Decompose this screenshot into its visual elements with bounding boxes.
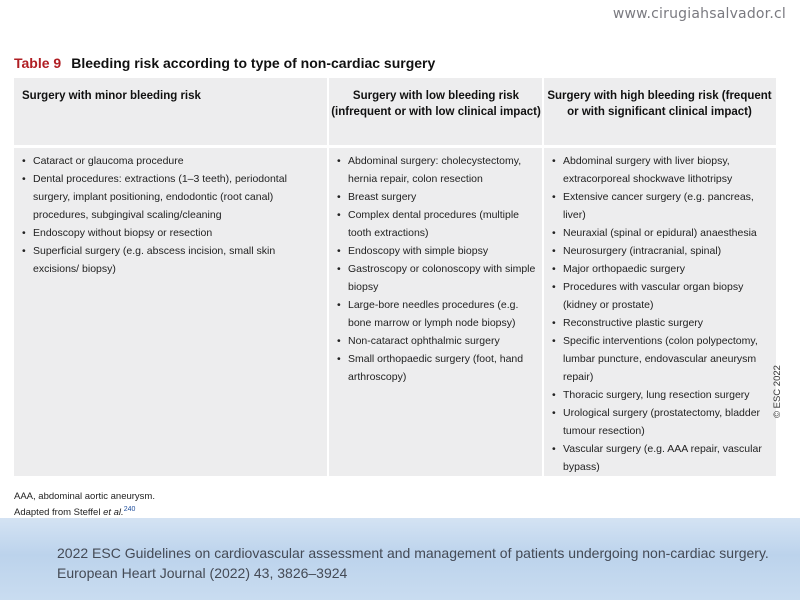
list-item: • Dental procedures: extractions (1–3 teeth), periodontal surgery, implant positioning, endodontic (root canal) procedures, subgingival scaling/cleaning xyxy=(22,170,318,224)
list-item: • Complex dental procedures (multiple tooth extractions) xyxy=(337,206,537,242)
list-item: • Breast surgery xyxy=(337,188,537,206)
table-number: Table 9 xyxy=(14,55,62,71)
list-item: • Superficial surgery (e.g. abscess incision, small skin excisions/ biopsy) xyxy=(22,242,318,278)
minor-risk-list xyxy=(22,152,318,278)
list-item: • Cataract or glaucoma procedure xyxy=(22,152,318,170)
header-low-risk: Surgery with low bleeding risk (infrequent or with low clinical impact) xyxy=(331,90,541,118)
list-item: • Urological surgery (prostatectomy, bladder tumour resection) xyxy=(552,404,770,440)
adapted-note xyxy=(14,503,155,519)
list-item: • Extensive cancer surgery (e.g. pancreas, liver) xyxy=(552,188,770,224)
list-item: • Endoscopy without biopsy or resection xyxy=(22,224,318,242)
column-divider xyxy=(542,78,544,476)
column-divider xyxy=(327,78,329,476)
list-item: • Gastroscopy or colonoscopy with simple biopsy xyxy=(337,260,537,296)
list-item: • Thoracic surgery, lung resection surgery xyxy=(552,386,770,404)
list-item: • Neurosurgery (intracranial, spinal) xyxy=(552,242,770,260)
site-url: www.cirugiahsalvador.cl xyxy=(612,6,786,22)
list-item: • Abdominal surgery: cholecystectomy, hernia repair, colon resection xyxy=(337,152,537,188)
list-item: • Abdominal surgery with liver biopsy, extracorporeal shockwave lithotripsy xyxy=(552,152,770,188)
table-title xyxy=(14,55,435,71)
low-risk-list xyxy=(337,152,537,386)
list-item: • Endoscopy with simple biopsy xyxy=(337,242,537,260)
list-item: • Specific interventions (colon polypectomy, lumbar puncture, endovascular aneurysm repair) xyxy=(552,332,770,386)
copyright-notice: © ESC 2022 xyxy=(772,365,783,418)
table-footnotes xyxy=(14,490,155,519)
header-high-risk: Surgery with high bleeding risk (frequent or with significant clinical impact) xyxy=(547,90,772,118)
list-item: • Major orthopaedic surgery xyxy=(552,260,770,278)
list-item: • Non-cataract ophthalmic surgery xyxy=(337,332,537,350)
list-item: • Reconstructive plastic surgery xyxy=(552,314,770,332)
list-item: • Procedures with vascular organ biopsy (kidney or prostate) xyxy=(552,278,770,314)
list-item: • Small orthopaedic surgery (foot, hand arthroscopy) xyxy=(337,350,537,386)
high-risk-list xyxy=(552,152,770,476)
list-item: • Large-bore needles procedures (e.g. bone marrow or lymph node biopsy) xyxy=(337,296,537,332)
reference-number: 240 xyxy=(123,506,136,513)
citation-text: 2022 ESC Guidelines on cardiovascular assessment and management of patients undergoing non-cardiac surgery. European Heart Journal (2022) 43, 3826–3924 xyxy=(57,545,769,581)
header-divider xyxy=(14,145,776,148)
abbreviation-note: AAA, abdominal aortic aneurysm. xyxy=(14,491,155,502)
adapted-prefix: Adapted from Steffel xyxy=(14,507,104,519)
adapted-italic: et al. xyxy=(103,507,124,519)
table-caption: Bleeding risk according to type of non-cardiac surgery xyxy=(71,55,436,71)
header-minor-risk: Surgery with minor bleeding risk xyxy=(22,90,201,102)
bleeding-risk-table xyxy=(14,78,776,476)
list-item: • Vascular surgery (e.g. AAA repair, vascular bypass) xyxy=(552,440,770,476)
list-item: • Neuraxial (spinal or epidural) anaesthesia xyxy=(552,224,770,242)
